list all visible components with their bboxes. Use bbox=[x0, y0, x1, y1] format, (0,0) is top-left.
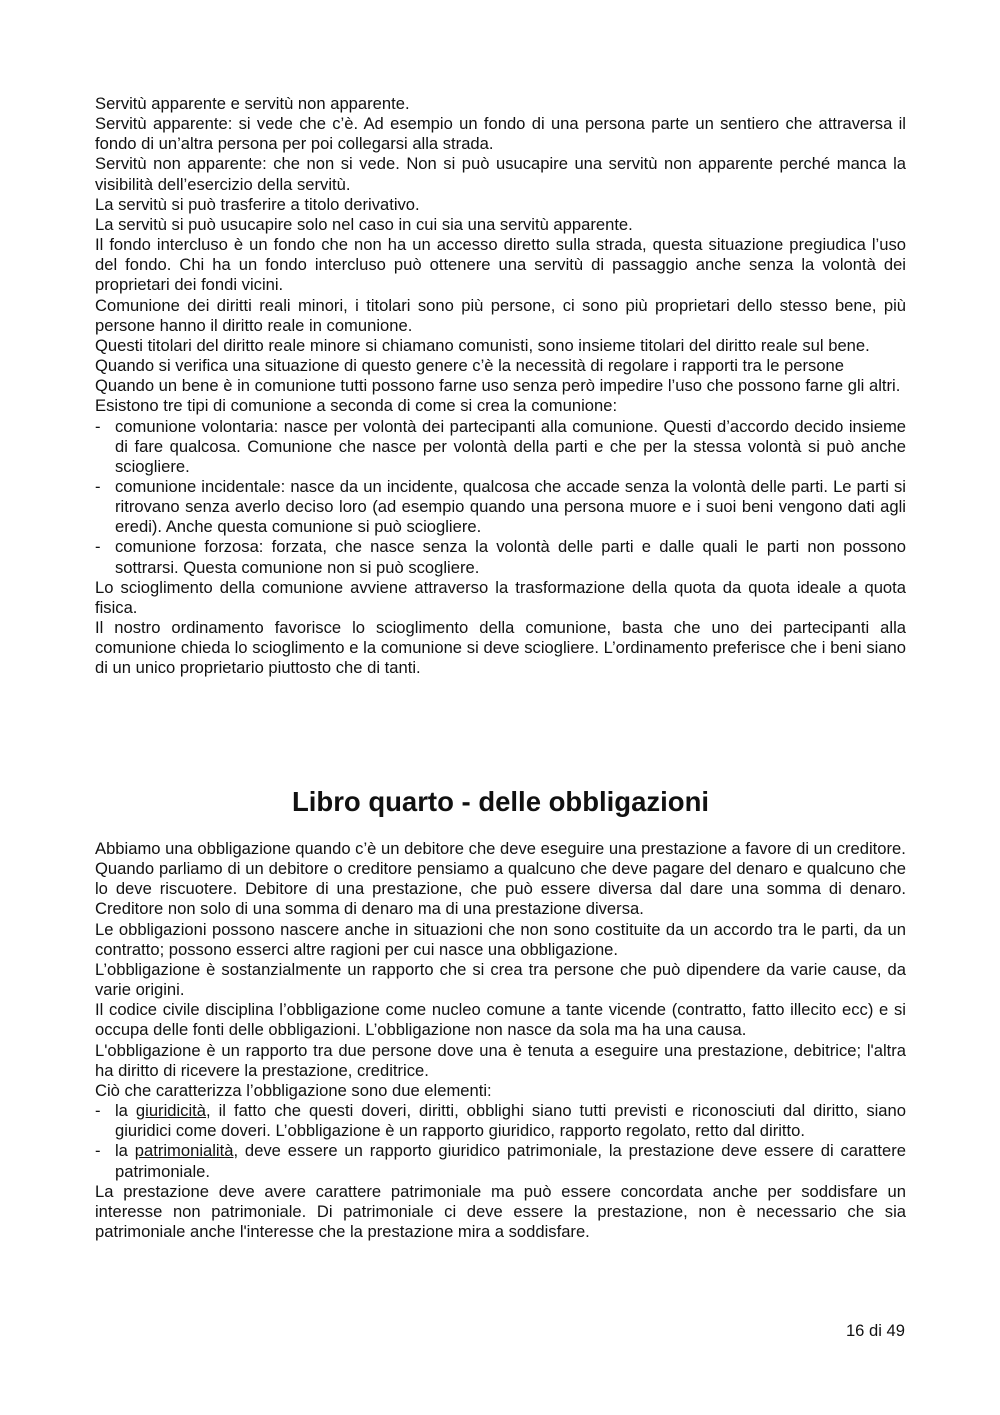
paragraph: Servitù apparente: si vede che c’è. Ad esempio un fondo di una persona parte un sentiero che attraversa il fondo di un’altra persona per poi collegarsi alla strada. bbox=[95, 114, 906, 154]
underlined-term: giuridicità bbox=[135, 1101, 207, 1121]
list-item bbox=[95, 1141, 906, 1181]
list-item-prefix: la bbox=[115, 1101, 136, 1121]
list-item bbox=[95, 1101, 906, 1141]
paragraph: Quando parliamo di un debitore o creditore pensiamo a qualcuno che deve pagare del denaro e qualcuno che lo deve riscuotere. Debitore di una prestazione, che può essere diversa dal dare una somma di denaro. Creditore non solo di una somma di denaro ma di una prestazione diversa. bbox=[95, 859, 906, 919]
paragraph: La prestazione deve avere carattere patrimoniale ma può essere concordata anche per soddisfare un interesse non patrimoniale. Di patrimoniale ci deve essere la prestazione, non è necessario che sia patrimoniale anche l'interesse che la prestazione mira a soddisfare. bbox=[95, 1181, 906, 1241]
paragraph: Ciò che caratterizza l’obbligazione sono due elementi: bbox=[95, 1080, 492, 1100]
paragraph: Quando si verifica una situazione di questo genere c’è la necessità di regolare i rapporti tra le persone bbox=[95, 356, 845, 376]
comunione-types-list bbox=[95, 417, 906, 578]
list-item-text: , il fatto che questi doveri, diritti, obblighi siano tutti previsti e riconosciuti dal diritto, siano giuridici come doveri. L’obbligazione è un rapporto giuridico, rapporto regolato, retto dal diritto. bbox=[115, 1101, 906, 1141]
list-item bbox=[95, 477, 906, 537]
paragraph: Il nostro ordinamento favorisce lo scioglimento della comunione, basta che uno dei partecipanti alla comunione chieda lo scioglimento e la comunione si deve sciogliere. L’ordinamento preferisce che i beni siano di un unico proprietario piuttosto che di tanti. bbox=[95, 618, 906, 678]
list-item bbox=[95, 537, 906, 577]
page-number: 16 di 49 bbox=[845, 1321, 905, 1340]
obbligazione-elements-list bbox=[95, 1101, 906, 1182]
paragraph: L’obbligazione è sostanzialmente un rapporto che si crea tra persone che può dipendere da varie cause, da varie origini. bbox=[95, 959, 906, 1000]
paragraph: La servitù si può trasferire a titolo derivativo. bbox=[95, 194, 420, 214]
section-servitu-comunione bbox=[95, 94, 906, 679]
paragraph: L'obbligazione è un rapporto tra due persone dove una è tenuta a eseguire una prestazione, debitrice; l'altra ha diritto di ricevere la prestazione, creditrice. bbox=[95, 1040, 906, 1080]
bullet-dash: - bbox=[95, 1141, 101, 1161]
list-item-text: comunione forzosa: forzata, che nasce senza la volontà delle parti e dalle quali le parti non possono sottrarsi. Questa comunione non si può scogliere. bbox=[115, 537, 906, 577]
list-item-text: , deve essere un rapporto giuridico patrimoniale, la prestazione deve essere di carattere patrimoniale. bbox=[115, 1141, 906, 1181]
paragraph: Le obbligazioni possono nascere anche in situazioni che non sono costituite da un accordo tra le parti, da un contratto; possono esserci altre ragioni per cui nasce una obbligazione. bbox=[95, 919, 906, 959]
section-obbligazioni bbox=[95, 839, 906, 1242]
paragraph: Esistono tre tipi di comunione a seconda di come si crea la comunione: bbox=[95, 396, 618, 416]
list-item-text: comunione incidentale: nasce da un incidente, qualcosa che accade senza la volontà delle parti. Le parti si ritrovano senza averlo deciso loro (ad esempio quando una persona muore e i suoi beni vengono dati agli eredi). Anche questa comunione si può sciogliere. bbox=[115, 476, 906, 537]
paragraph: Il fondo intercluso è un fondo che non ha un accesso diretto sulla strada, questa situazione pregiudica l’uso del fondo. Chi ha un fondo intercluso può ottenere una servitù di passaggio anche senza la volontà dei proprietari dei fondi vicini. bbox=[95, 235, 906, 295]
paragraph: Abbiamo una obbligazione quando c’è un debitore che deve eseguire una prestazione a favore di un creditore. bbox=[95, 839, 906, 858]
paragraph: Questi titolari del diritto reale minore si chiamano comunisti, sono insieme titolari del diritto reale sul bene. bbox=[95, 335, 870, 355]
list-item-prefix: la bbox=[115, 1141, 135, 1161]
list-item-text: comunione volontaria: nasce per volontà dei partecipanti alla comunione. Questi d’accordo decido insieme di fare qualcosa. Comunione che nasce per volontà della parti e che per la stessa volontà si può anche sciogliere. bbox=[115, 416, 906, 476]
paragraph: Il codice civile disciplina l’obbligazione come nucleo comune a tante vicende (contratto, fatto illecito ecc) e si occupa delle fonti delle obbligazioni. L’obbligazione non nasce da sola ma ha una causa. bbox=[95, 1000, 906, 1040]
bullet-dash: - bbox=[95, 537, 101, 557]
section-heading: Libro quarto - delle obbligazioni bbox=[291, 786, 710, 817]
bullet-dash: - bbox=[95, 476, 101, 496]
paragraph: Quando un bene è in comunione tutti possono farne uso senza però impedire l’uso che possono farne gli altri. bbox=[95, 376, 901, 396]
paragraph: Comunione dei diritti reali minori, i titolari sono più persone, ci sono più proprietari dello stesso bene, più persone hanno il diritto reale in comunione. bbox=[95, 295, 906, 335]
bullet-dash: - bbox=[95, 416, 101, 436]
paragraph: La servitù si può usucapire solo nel caso in cui sia una servitù apparente. bbox=[95, 214, 633, 234]
paragraph: Lo scioglimento della comunione avviene attraverso la trasformazione della quota da quota ideale a quota fisica. bbox=[95, 577, 906, 617]
paragraph: Servitù apparente e servitù non apparente. bbox=[95, 94, 410, 113]
underlined-term: patrimonialità bbox=[134, 1141, 234, 1161]
list-item bbox=[95, 417, 906, 477]
bullet-dash: - bbox=[95, 1101, 101, 1121]
paragraph: Servitù non apparente: che non si vede. Non si può usucapire una servitù non apparente perché manca la visibilità dell’esercizio della servitù. bbox=[95, 154, 906, 194]
